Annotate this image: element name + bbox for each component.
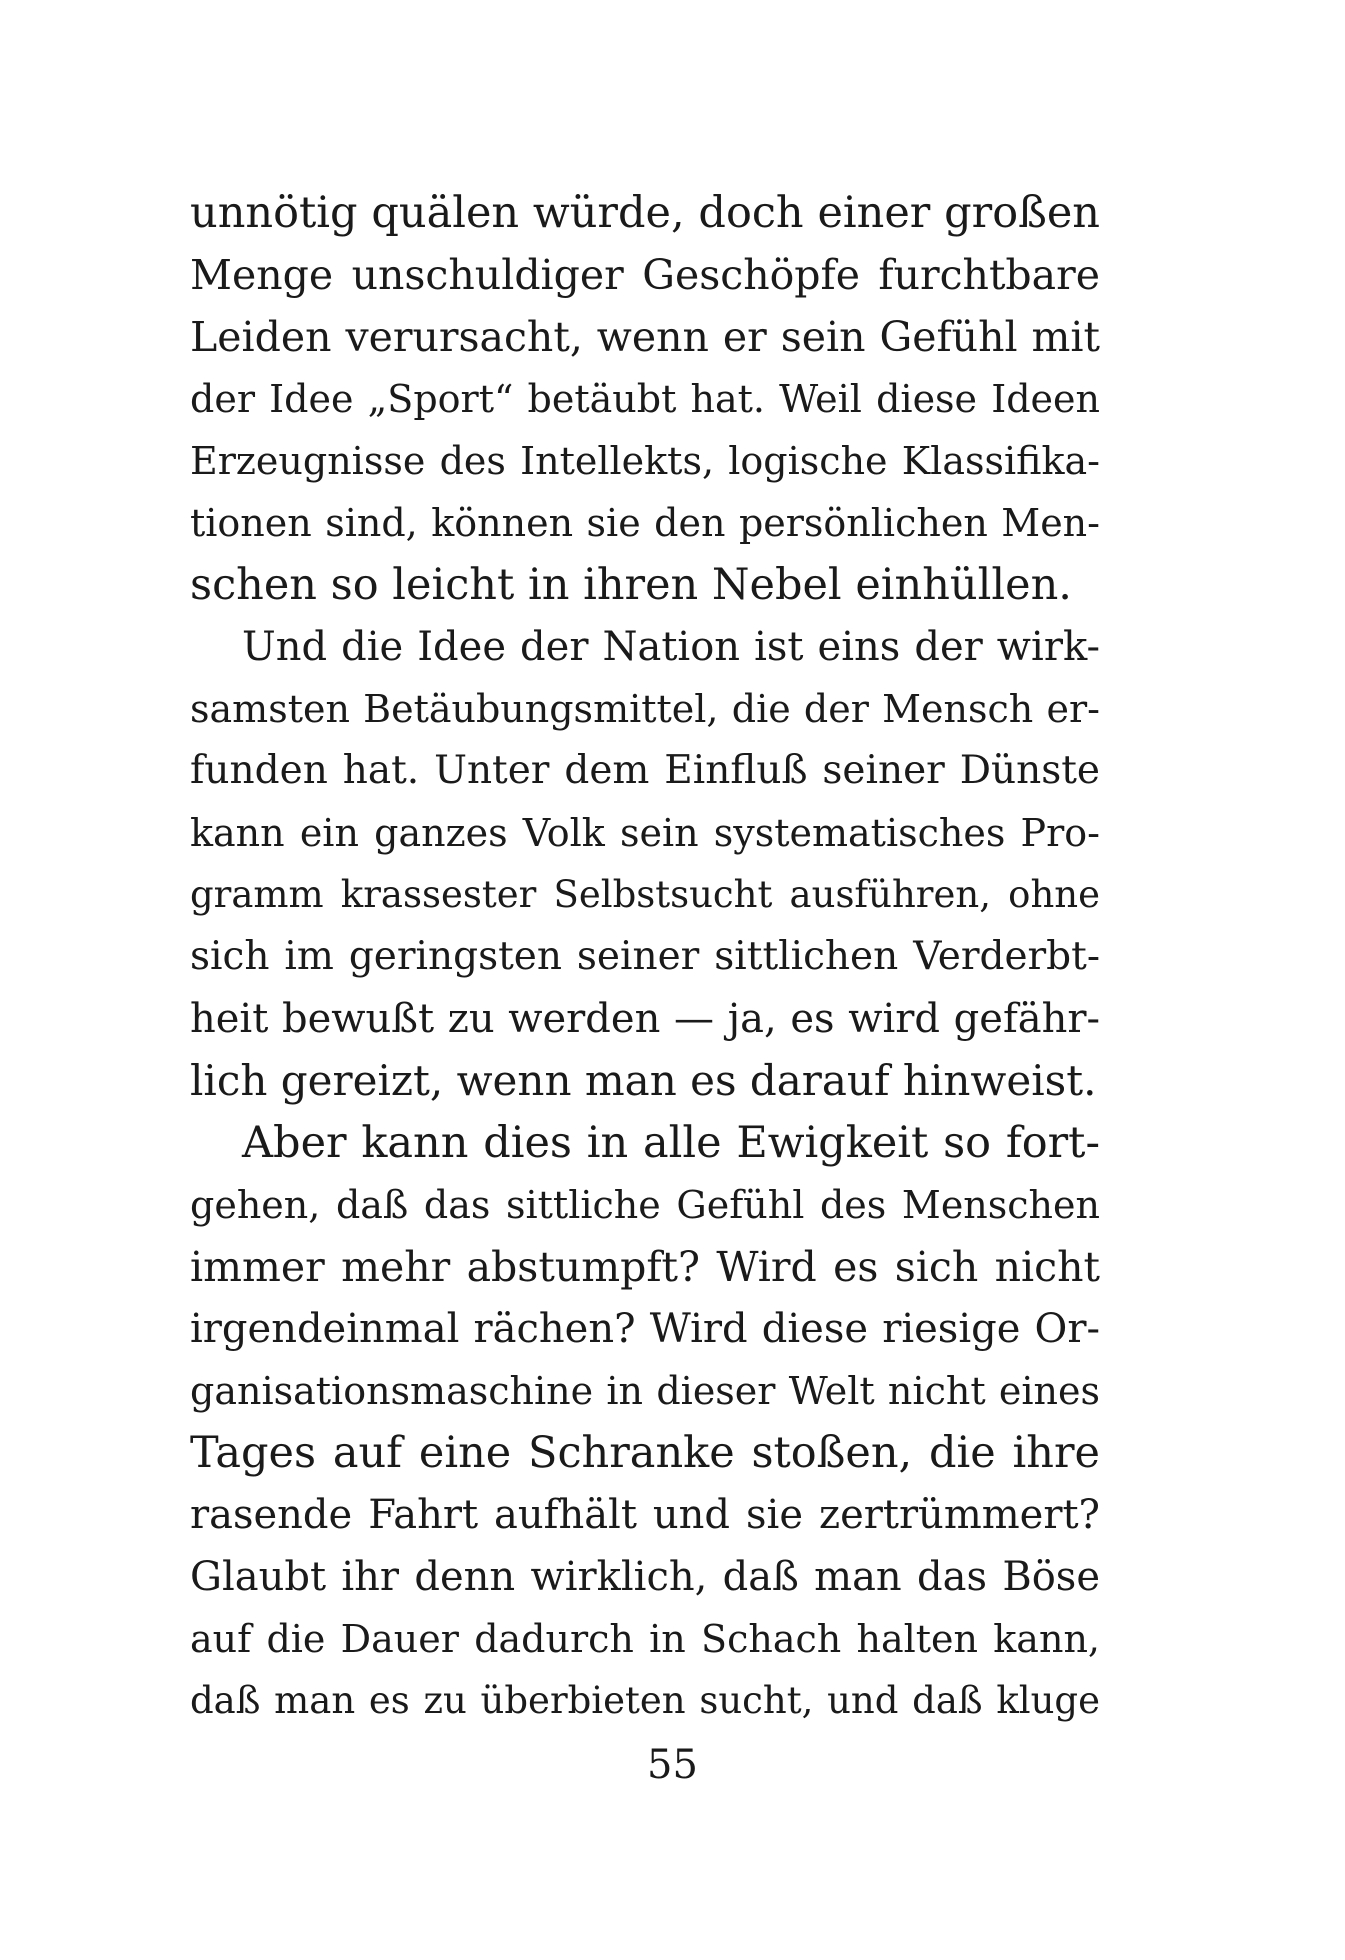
text-line: Leiden verursacht, wenn er sein Gefühl mit: [190, 313, 1100, 361]
text-line: ganisationsmaschine in dieser Welt nicht eines: [190, 1369, 1100, 1413]
paragraph-2: [190, 616, 1100, 1112]
text-line: irgendeinmal rächen? Wird diese riesige Or-: [190, 1306, 1100, 1352]
text-line: heit bewußt zu werden — ja, es wird gefähr-: [190, 996, 1100, 1042]
text-line: Glaubt ihr denn wirklich, daß man das Böse: [190, 1554, 1100, 1600]
text-line: gehen, daß das sittliche Gefühl des Menschen: [190, 1183, 1100, 1227]
paragraph-1: [190, 182, 1100, 616]
text-line: rasende Fahrt aufhält und sie zertrümmert?: [190, 1492, 1100, 1538]
text-line: Erzeugnisse des Intellekts, logische Klassifika-: [190, 439, 1100, 483]
text-line: daß man es zu überbieten sucht, und daß kluge: [190, 1679, 1100, 1722]
text-line: auf die Dauer dadurch in Schach halten kann,: [190, 1617, 1100, 1661]
text-line: sich im geringsten seiner sittlichen Verderbt-: [190, 934, 1100, 979]
text-line: unnötig quälen würde, doch einer großen: [190, 188, 1100, 238]
text-line: Menge unschuldiger Geschöpfe furchtbare: [190, 251, 1100, 299]
text-line: Aber kann dies in alle Ewigkeit so fort-: [242, 1118, 1100, 1168]
text-line: kann ein ganzes Volk sein systematisches Pro-: [190, 811, 1100, 855]
text-line: immer mehr abstumpft? Wird es sich nicht: [190, 1243, 1100, 1291]
text-line: schen so leicht in ihren Nebel einhüllen.: [190, 560, 1072, 610]
paragraph-3: [190, 1112, 1100, 1732]
page-number: 55: [647, 1742, 698, 1788]
text-line: tionen sind, können sie den persönlichen Men-: [190, 501, 1100, 545]
text-line: funden hat. Unter dem Einfluß seiner Dünste: [190, 748, 1100, 793]
text-line: der Idee „Sport“ betäubt hat. Weil diese Ideen: [190, 377, 1100, 421]
text-line: lich gereizt, wenn man es darauf hinweist.: [190, 1056, 1097, 1105]
body-text: [190, 182, 1100, 1732]
text-line: Tages auf eine Schranke stoßen, die ihre: [190, 1428, 1100, 1478]
text-line: gramm krassester Selbstsucht ausführen, ohne: [190, 873, 1100, 916]
text-line: samsten Betäubungsmittel, die der Mensch er-: [190, 687, 1100, 731]
text-line: Und die Idee der Nation ist eins der wirk-: [242, 624, 1100, 670]
